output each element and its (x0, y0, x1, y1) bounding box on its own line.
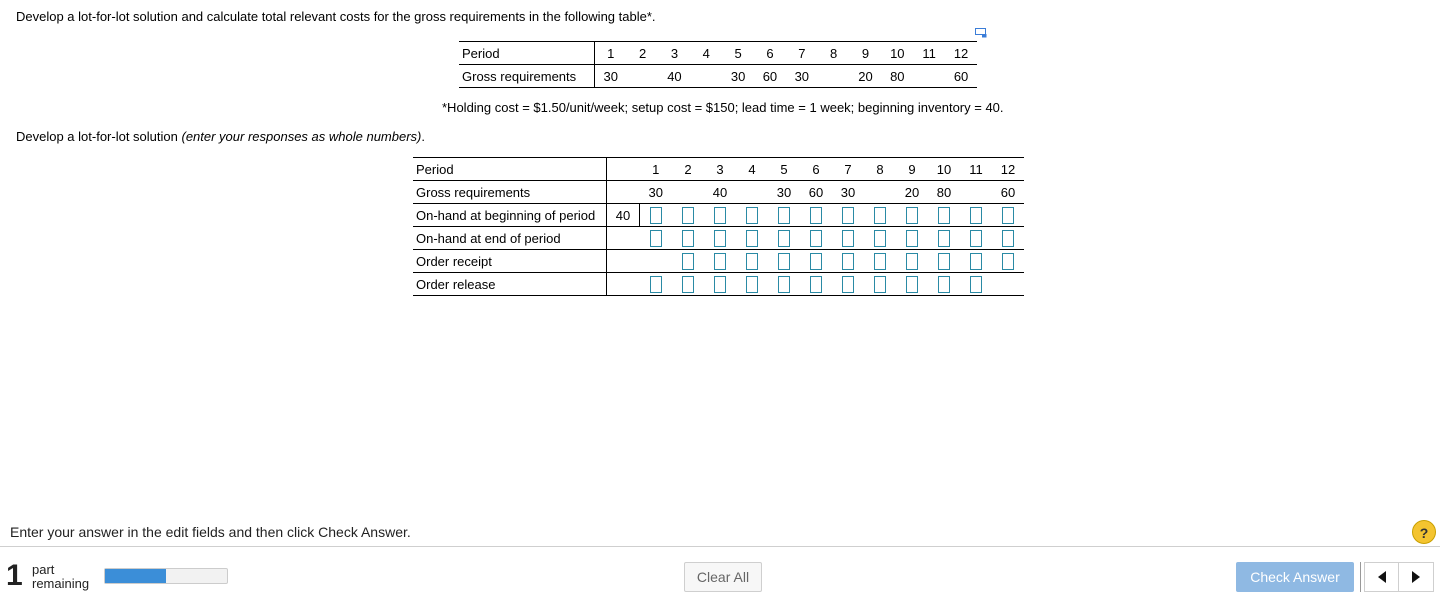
gross-cell (627, 65, 659, 88)
answer-cell (896, 273, 928, 296)
gross-cell: 80 (881, 65, 913, 88)
period-cell: 2 (627, 42, 659, 65)
answer-cell (832, 204, 864, 227)
answer-cell (832, 250, 864, 273)
order-release-input[interactable] (970, 276, 982, 293)
table-row (413, 250, 1024, 273)
onhand-begin-input[interactable] (842, 207, 854, 224)
gross-cell (736, 181, 768, 204)
onhand-end-input[interactable] (746, 230, 758, 247)
answer-cell (672, 227, 704, 250)
order-release-input[interactable] (650, 276, 662, 293)
answer-cell (768, 250, 800, 273)
answer-cell (896, 250, 928, 273)
gross-cell: 30 (594, 65, 626, 88)
table-row (413, 204, 1024, 227)
footer-instruction: Enter your answer in the edit fields and then click Check Answer. (10, 524, 411, 540)
onhand-end-label: On-hand at end of period (413, 227, 607, 250)
answer-cell (736, 273, 768, 296)
gross-cell: 30 (722, 65, 754, 88)
gross-cell (913, 65, 945, 88)
onhand-end-input[interactable] (970, 230, 982, 247)
period-cell: 9 (850, 42, 882, 65)
triangle-left-icon (1365, 563, 1399, 591)
answer-cell (992, 204, 1024, 227)
period-cell: 9 (896, 158, 928, 181)
answer-cell (960, 204, 992, 227)
period-cell: 4 (736, 158, 768, 181)
order-release-input[interactable] (874, 276, 886, 293)
onhand-begin-input[interactable] (1002, 207, 1014, 224)
order-release-label: Order release (413, 273, 607, 296)
order-receipt-input[interactable] (842, 253, 854, 270)
order-receipt-input[interactable] (746, 253, 758, 270)
gross-cell: 40 (704, 181, 736, 204)
table-row (413, 181, 1024, 204)
answer-cell (864, 227, 896, 250)
period-cell: 5 (768, 158, 800, 181)
gross-cell: 40 (659, 65, 691, 88)
gross-cell (818, 65, 850, 88)
onhand-begin-input[interactable] (682, 207, 694, 224)
gross-cell: 60 (754, 65, 786, 88)
progress-bar (104, 568, 228, 584)
cost-note: *Holding cost = $1.50/unit/week; setup cost = $150; lead time = 1 week; beginning inventory = 40. (442, 100, 1004, 115)
gross-cell: 30 (832, 181, 864, 204)
gross-cell: 20 (896, 181, 928, 204)
empty-cell (607, 181, 640, 204)
order-receipt-input[interactable] (874, 253, 886, 270)
onhand-end-input[interactable] (842, 230, 854, 247)
order-receipt-input[interactable] (714, 253, 726, 270)
onhand-end-input[interactable] (906, 230, 918, 247)
period-cell: 7 (832, 158, 864, 181)
answer-cell (992, 227, 1024, 250)
order-receipt-input[interactable] (682, 253, 694, 270)
answer-cell (768, 273, 800, 296)
problem-prompt: Develop a lot-for-lot solution and calculate total relevant costs for the gross requirements in the following table*. (16, 9, 656, 24)
onhand-end-input[interactable] (714, 230, 726, 247)
triangle-right-icon (1399, 563, 1433, 591)
answer-cell (896, 204, 928, 227)
gross-cell (960, 181, 992, 204)
answer-cell (960, 227, 992, 250)
answer-cell (704, 250, 736, 273)
period-cell: 5 (722, 42, 754, 65)
order-receipt-input[interactable] (1002, 253, 1014, 270)
initial-onhand-value: 40 (607, 204, 640, 227)
parts-remaining-count: 1 (6, 559, 23, 592)
table-row (459, 65, 977, 88)
answer-cell (928, 204, 960, 227)
order-release-input[interactable] (778, 276, 790, 293)
period-cell: 2 (672, 158, 704, 181)
answer-cell (960, 250, 992, 273)
answer-cell (928, 273, 960, 296)
answer-cell (992, 250, 1024, 273)
onhand-end-input[interactable] (650, 230, 662, 247)
order-receipt-label: Order receipt (413, 250, 607, 273)
answer-cell (736, 204, 768, 227)
order-receipt-input[interactable] (810, 253, 822, 270)
onhand-begin-input[interactable] (906, 207, 918, 224)
period-cell: 12 (945, 42, 977, 65)
order-release-input[interactable] (682, 276, 694, 293)
onhand-end-input[interactable] (682, 230, 694, 247)
empty-cell (607, 158, 640, 181)
answer-cell (736, 227, 768, 250)
empty-cell (992, 273, 1024, 296)
order-release-input[interactable] (746, 276, 758, 293)
period-cell: 10 (928, 158, 960, 181)
answer-cell (832, 227, 864, 250)
onhand-end-input[interactable] (778, 230, 790, 247)
onhand-begin-input[interactable] (938, 207, 950, 224)
footer-divider (0, 546, 1440, 547)
onhand-end-input[interactable] (810, 230, 822, 247)
nav-separator (1360, 562, 1361, 592)
onhand-begin-input[interactable] (746, 207, 758, 224)
order-receipt-input[interactable] (970, 253, 982, 270)
answer-cell (736, 250, 768, 273)
period-cell: 1 (594, 42, 626, 65)
answer-cell (800, 227, 832, 250)
order-release-input[interactable] (810, 276, 822, 293)
parts-label-line2: remaining (32, 576, 90, 591)
check-answer-button[interactable]: Check Answer (1236, 562, 1354, 592)
onhand-begin-label: On-hand at beginning of period (413, 204, 607, 227)
period-cell: 6 (800, 158, 832, 181)
answer-cell (768, 204, 800, 227)
period-cell: 8 (818, 42, 850, 65)
gross-cell: 60 (945, 65, 977, 88)
answer-cell (800, 250, 832, 273)
answer-cell (640, 227, 673, 250)
previous-question-button[interactable] (1365, 563, 1399, 591)
answer-cell (832, 273, 864, 296)
onhand-end-input[interactable] (874, 230, 886, 247)
answer-cell (800, 273, 832, 296)
period-cell: 7 (786, 42, 818, 65)
period-cell: 12 (992, 158, 1024, 181)
onhand-end-input[interactable] (1002, 230, 1014, 247)
table-row (413, 158, 1024, 181)
answer-cell (704, 227, 736, 250)
instruction-end: . (421, 129, 425, 144)
instruction-italic: (enter your responses as whole numbers) (181, 129, 422, 144)
answer-cell (672, 273, 704, 296)
period-cell: 11 (960, 158, 992, 181)
answer-cell (864, 250, 896, 273)
gross-cell: 30 (786, 65, 818, 88)
onhand-end-input[interactable] (938, 230, 950, 247)
period-cell: 3 (704, 158, 736, 181)
empty-cell (640, 250, 673, 273)
gross-cell: 80 (928, 181, 960, 204)
gross-cell: 60 (992, 181, 1024, 204)
order-release-input[interactable] (906, 276, 918, 293)
order-release-input[interactable] (842, 276, 854, 293)
period-cell: 6 (754, 42, 786, 65)
onhand-begin-input[interactable] (874, 207, 886, 224)
answer-cell (672, 204, 704, 227)
instruction-text (16, 129, 425, 144)
gross-requirements-label: Gross requirements (413, 181, 607, 204)
order-release-input[interactable] (714, 276, 726, 293)
period-header: Period (459, 42, 594, 65)
gross-cell (672, 181, 704, 204)
period-cell: 1 (640, 158, 673, 181)
gross-cell: 60 (800, 181, 832, 204)
gross-cell (690, 65, 722, 88)
period-cell: 8 (864, 158, 896, 181)
period-cell: 4 (690, 42, 722, 65)
answer-cell (640, 204, 673, 227)
order-release-input[interactable] (938, 276, 950, 293)
answer-cell (896, 227, 928, 250)
parts-remaining-label (32, 563, 89, 591)
empty-cell (607, 273, 640, 296)
onhand-begin-input[interactable] (778, 207, 790, 224)
order-receipt-input[interactable] (938, 253, 950, 270)
help-icon[interactable]: ? (1412, 520, 1436, 544)
period-cell: 3 (659, 42, 691, 65)
table-row (413, 273, 1024, 296)
gross-requirements-label: Gross requirements (459, 65, 594, 88)
order-receipt-input[interactable] (906, 253, 918, 270)
answer-cell (768, 227, 800, 250)
answer-cell (864, 204, 896, 227)
answer-cell (928, 227, 960, 250)
gross-cell: 30 (768, 181, 800, 204)
instruction-main: Develop a lot-for-lot solution (16, 129, 182, 144)
period-header: Period (413, 158, 607, 181)
question-nav (1364, 562, 1434, 592)
onhand-begin-input[interactable] (650, 207, 662, 224)
empty-cell (607, 250, 640, 273)
onhand-begin-input[interactable] (810, 207, 822, 224)
table-row (459, 42, 977, 65)
next-question-button[interactable] (1399, 563, 1433, 591)
enlarge-table-icon[interactable] (975, 28, 987, 38)
answer-cell (672, 250, 704, 273)
empty-cell (607, 227, 640, 250)
answer-cell (800, 204, 832, 227)
gross-requirements-table (459, 41, 977, 88)
order-receipt-input[interactable] (778, 253, 790, 270)
answer-cell (960, 273, 992, 296)
gross-cell (864, 181, 896, 204)
table-row (413, 227, 1024, 250)
progress-bar-fill (105, 569, 166, 583)
onhand-begin-input[interactable] (714, 207, 726, 224)
answer-cell (864, 273, 896, 296)
period-cell: 11 (913, 42, 945, 65)
gross-cell: 20 (850, 65, 882, 88)
answer-cell (640, 273, 673, 296)
answer-cell (704, 273, 736, 296)
answer-cell (928, 250, 960, 273)
period-cell: 10 (881, 42, 913, 65)
answer-cell (704, 204, 736, 227)
parts-label-line1: part (32, 562, 55, 577)
gross-cell: 30 (640, 181, 673, 204)
clear-all-button[interactable]: Clear All (684, 562, 762, 592)
onhand-begin-input[interactable] (970, 207, 982, 224)
lot-for-lot-table (413, 157, 1024, 296)
